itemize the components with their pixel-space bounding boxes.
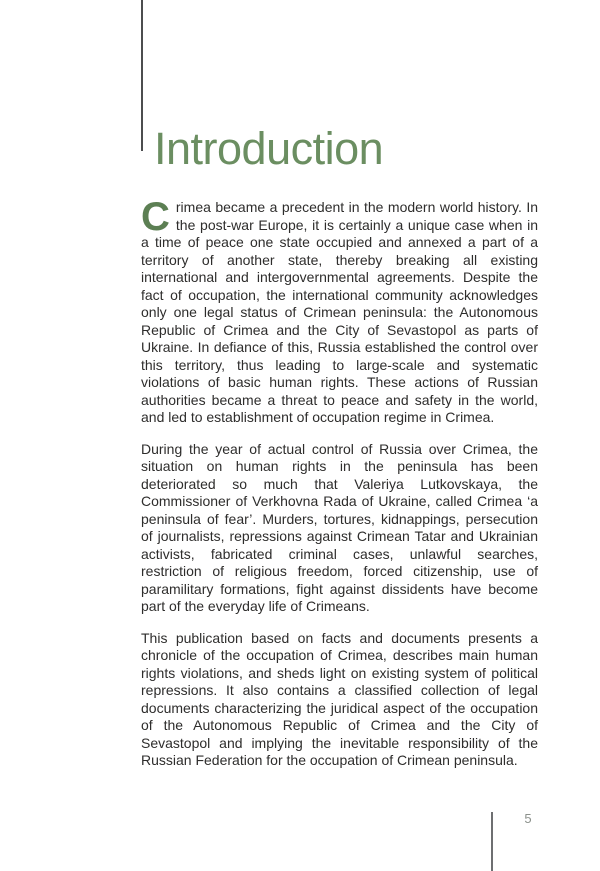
body-paragraph	[141, 195, 538, 427]
page-title: Introduction	[154, 123, 384, 175]
drop-cap: C	[141, 195, 170, 239]
body-text-column	[141, 195, 538, 784]
paragraph-text: rimea became a precedent in the modern world history. In the post-war Europe, it is certainly a unique case when in a time of peace one state occupied and annexed a part of a territory of another state, thereby breaking all existing international and intergovernmental agreements. Despite the fact of occupation, the international community acknowledges only one legal status of Crimean peninsula: the Autonomous Republic of Crimea and the City of Sevastopol as parts of Ukraine. In defiance of this, Russia established the control over this territory, thus leading to large-scale and systematic violations of basic human rights. These actions of Russian authorities became a threat to peace and safety in the world, and led to establishment of occupation regime in Crimea.	[141, 199, 538, 425]
chapter-title-rule	[141, 0, 143, 151]
page-number: 5	[524, 811, 532, 826]
page-number-rule	[491, 812, 493, 871]
body-paragraph: This publication based on facts and documents presents a chronicle of the occupation of Crimea, describes main human rights violations, and sheds light on existing system of political repressions. It also contains a classified collection of legal documents characterizing the juridical aspect of the occupation of the Autonomous Republic of Crimea and the City of Sevastopol and implying the inevitable responsibility of the Russian Federation for the occupation of Crimean peninsula.	[141, 629, 538, 768]
body-paragraph: During the year of actual control of Russia over Crimea, the situation on human rights in the peninsula has been deteriorated so much that Valeriya Lutkovskaya, the Commissioner of Verkhovna Rada of Ukraine, called Crimea ‘a peninsula of fear’. Murders, tortures, kidnappings, persecution of journalists, repressions against Crimean Tatar and Ukrainian activists, fabricated criminal cases, unlawful searches, restriction of religious freedom, forced citizenship, use of paramilitary formations, fight against dissidents have become part of the everyday life of Crimeans.	[141, 440, 538, 614]
